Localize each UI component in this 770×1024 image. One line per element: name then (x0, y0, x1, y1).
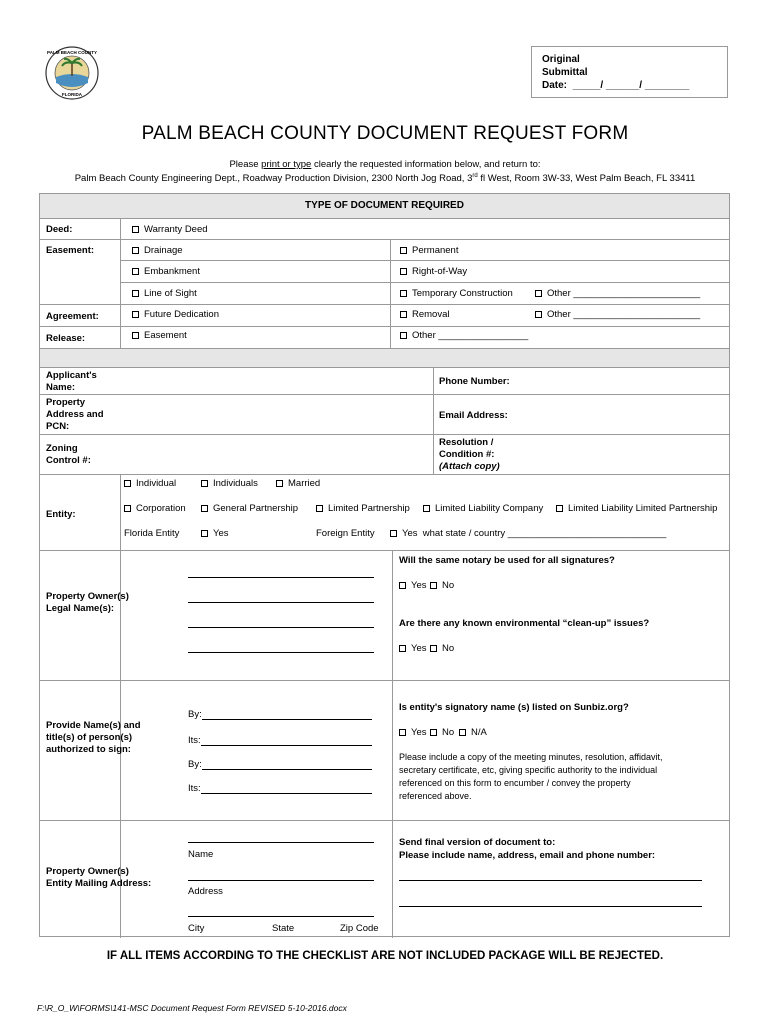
right-of-way-checkbox[interactable]: Right-of-Way (400, 266, 467, 277)
original-submittal-box (531, 46, 728, 98)
send-to-field-2[interactable] (399, 906, 702, 907)
easement-other-checkbox[interactable]: Other ________________________ (535, 288, 700, 299)
warranty-deed-checkbox[interactable]: Warranty Deed (132, 224, 208, 235)
property-address-label: Property Address and PCN: (46, 397, 104, 432)
address-caption: Address (188, 886, 223, 897)
general-partnership-checkbox[interactable]: General Partnership (201, 503, 298, 514)
drainage-checkbox[interactable]: Drainage (132, 245, 183, 256)
environmental-no-checkbox[interactable]: No (430, 643, 454, 654)
instructions: Please print or type clearly the requested information below, and return to: (229, 159, 541, 170)
release-easement-checkbox[interactable]: Easement (132, 330, 187, 341)
phone-number-label: Phone Number: (439, 376, 510, 387)
agreement-label: Agreement: (46, 311, 99, 322)
mailing-name-field[interactable] (188, 842, 374, 843)
submittal-line2: Submittal (542, 67, 588, 78)
return-address: Palm Beach County Engineering Dept., Roadway Production Division, 2300 North Jog Road, 3rd fl West, Room 3W-33, West Palm Beach, FL 33411 (74, 173, 696, 185)
sunbiz-na-checkbox[interactable]: N/A (459, 727, 487, 738)
individual-checkbox[interactable]: Individual (124, 478, 176, 489)
easement-label: Easement: (46, 245, 95, 256)
owner-name-field-1[interactable] (188, 577, 374, 578)
send-final-instructions: Send final version of document to: Please include name, address, email and phone number: (399, 837, 656, 861)
its-field-1[interactable]: Its: (188, 735, 372, 746)
name-caption: Name (188, 849, 214, 860)
line-of-sight-checkbox[interactable]: Line of Sight (132, 288, 197, 299)
zoning-control-label: Zoning Control #: (46, 443, 91, 466)
removal-checkbox[interactable]: Removal (400, 309, 450, 320)
limited-partnership-checkbox[interactable]: Limited Partnership (316, 503, 410, 514)
resolution-condition-label: Resolution / Condition #: (Attach copy) (439, 437, 500, 472)
by-field-1[interactable]: By: (188, 709, 372, 720)
its-field-2[interactable]: Its: (188, 783, 372, 794)
submittal-date-field[interactable]: _____/ ______/ ________ (572, 80, 690, 91)
sunbiz-yes-checkbox[interactable]: Yes (399, 727, 427, 738)
deed-label: Deed: (46, 224, 73, 235)
owner-name-field-2[interactable] (188, 602, 374, 603)
zip-caption: Zip Code (340, 923, 379, 934)
mailing-address-field[interactable] (188, 880, 374, 881)
foreign-entity-label: Foreign Entity (316, 528, 375, 539)
send-to-field-1[interactable] (399, 880, 702, 881)
property-owner-legal-name-label: Property Owner(s) Legal Name(s): (46, 591, 129, 614)
individuals-checkbox[interactable]: Individuals (201, 478, 258, 489)
lllp-checkbox[interactable]: Limited Liability Limited Partnership (556, 503, 717, 514)
submittal-date-label: Date: (542, 80, 568, 91)
by-field-2[interactable]: By: (188, 759, 372, 770)
agreement-other-checkbox[interactable]: Other ________________________ (535, 309, 700, 320)
city-state-zip-field[interactable] (188, 916, 374, 917)
notary-no-checkbox[interactable]: No (430, 580, 454, 591)
owner-name-field-3[interactable] (188, 627, 374, 628)
release-other-checkbox[interactable]: Other _________________ (400, 330, 528, 341)
seal-bottom-text: FLORIDA (62, 92, 82, 97)
notary-yes-checkbox[interactable]: Yes (399, 580, 427, 591)
llc-checkbox[interactable]: Limited Liability Company (423, 503, 543, 514)
entity-label: Entity: (46, 509, 76, 520)
embankment-checkbox[interactable]: Embankment (132, 266, 200, 277)
request-form (39, 193, 730, 937)
rejection-warning: IF ALL ITEMS ACCORDING TO THE CHECKLIST ARE NOT INCLUDED PACKAGE WILL BE REJECTED. (106, 950, 664, 962)
submittal-line1: Original (542, 54, 580, 65)
page-title: PALM BEACH COUNTY DOCUMENT REQUEST FORM (141, 123, 629, 144)
state-caption: State (272, 923, 295, 934)
environmental-question: Are there any known environmental “clean-up” issues? (399, 618, 650, 629)
temporary-construction-checkbox[interactable]: Temporary Construction (400, 288, 513, 299)
owner-name-field-4[interactable] (188, 652, 374, 653)
release-label: Release: (46, 333, 86, 344)
sunbiz-question: Is entity's signatory name (s) listed on Sunbiz.org? (399, 702, 629, 713)
florida-entity-label: Florida Entity (124, 528, 180, 539)
married-checkbox[interactable]: Married (276, 478, 320, 489)
future-dedication-checkbox[interactable]: Future Dedication (132, 309, 219, 320)
florida-entity-yes-checkbox[interactable]: Yes (201, 528, 229, 539)
permanent-checkbox[interactable]: Permanent (400, 245, 458, 256)
doc-type-header: TYPE OF DOCUMENT REQUIRED (305, 200, 464, 211)
environmental-yes-checkbox[interactable]: Yes (399, 643, 427, 654)
sunbiz-no-checkbox[interactable]: No (430, 727, 454, 738)
signer-authority-note: Please include a copy of the meeting minutes, resolution, affidavit, secretary certificate, etc, giving specific authority to the individual referenced on this form to encumber / convey the property referenced above. (399, 752, 663, 801)
corporation-checkbox[interactable]: Corporation (124, 503, 186, 514)
email-address-label: Email Address: (439, 410, 508, 421)
notary-question: Will the same notary be used for all signatures? (399, 555, 615, 566)
applicant-name-label: Applicant's Name: (46, 370, 97, 393)
mailing-address-label: Property Owner(s) Entity Mailing Address: (46, 866, 152, 889)
county-seal-logo (45, 46, 99, 100)
city-caption: City (188, 923, 205, 934)
authorized-signers-label: Provide Name(s) and title(s) of person(s) authorized to sign: (46, 720, 141, 755)
seal-top-text: PALM BEACH COUNTY (47, 50, 97, 55)
file-path-footer: F:\R_O_W\FORMS\141-MSC Document Request Form REVISED 5-10-2016.docx (37, 1003, 347, 1013)
foreign-entity-yes-checkbox[interactable]: Yes what state / country ______________________________ (390, 528, 666, 539)
state-country-field[interactable]: ______________________________ (507, 528, 667, 539)
